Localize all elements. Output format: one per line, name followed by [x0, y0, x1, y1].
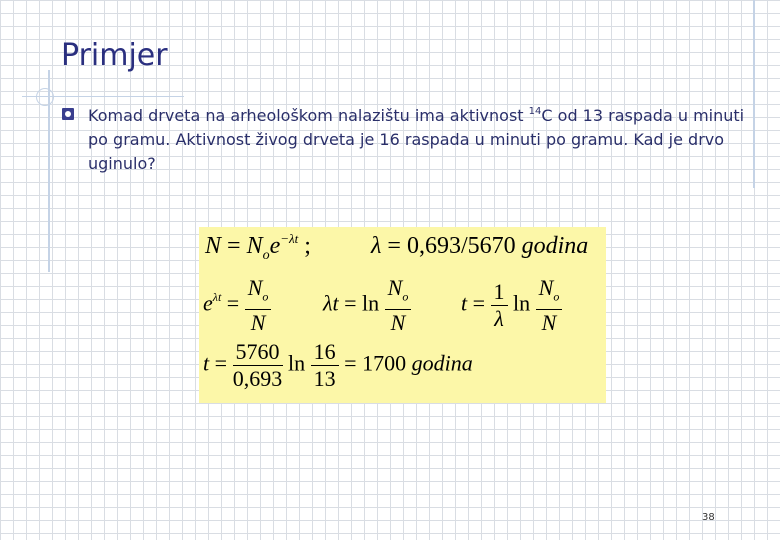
isotope-mass-number: 14: [528, 105, 542, 117]
result-value: = 1700: [344, 350, 407, 376]
decorative-vertical-line-right: [753, 0, 755, 188]
formula-t-solve: t = $\frac{1}{\lambda}$ ln $\frac{N_o}{N}$: [461, 275, 562, 336]
t-denominator: 0,693: [232, 366, 283, 391]
problem-text-part-1: Komad drveta na arheološkom nalazištu ima aktivnost: [88, 106, 524, 125]
formula-exponential: $e^{\lambda t}$ = $\frac{N_o}{N}$: [203, 275, 271, 336]
formula-lambda: λ = 0,693/5670 godina: [371, 233, 589, 259]
page-number: 38: [702, 512, 715, 523]
t-numerator: 5760: [233, 339, 283, 366]
formula-box: [199, 227, 606, 403]
lambda-value: = 0,693/5670: [387, 233, 516, 259]
problem-text: [88, 104, 752, 176]
ratio-denominator: 13: [313, 366, 336, 391]
formula-log: λt = ln $\frac{N_o}{N}$: [323, 275, 411, 336]
decorative-circle: [36, 88, 54, 106]
problem-text-part-2: C od 13 raspada u minuti po gramu. Aktivnost živog drveta je 16 raspada u minuti po gramu. Kad je drvo uginulo?: [88, 106, 745, 173]
formula-result: t = $\frac{5760}{0,693}$ ln $\frac{16}{13}$ = 1700 godina: [203, 339, 473, 391]
slide-title: Primjer: [61, 38, 168, 73]
result-unit: godina: [411, 350, 473, 376]
ratio-numerator: 16: [311, 339, 339, 366]
lambda-unit: godina: [521, 233, 589, 259]
formula-decay-law: $N = N_oe^{-\lambda t}$ ;: [205, 231, 311, 263]
checkbox-bullet-icon: [62, 108, 74, 120]
problem-bullet: [62, 104, 752, 176]
